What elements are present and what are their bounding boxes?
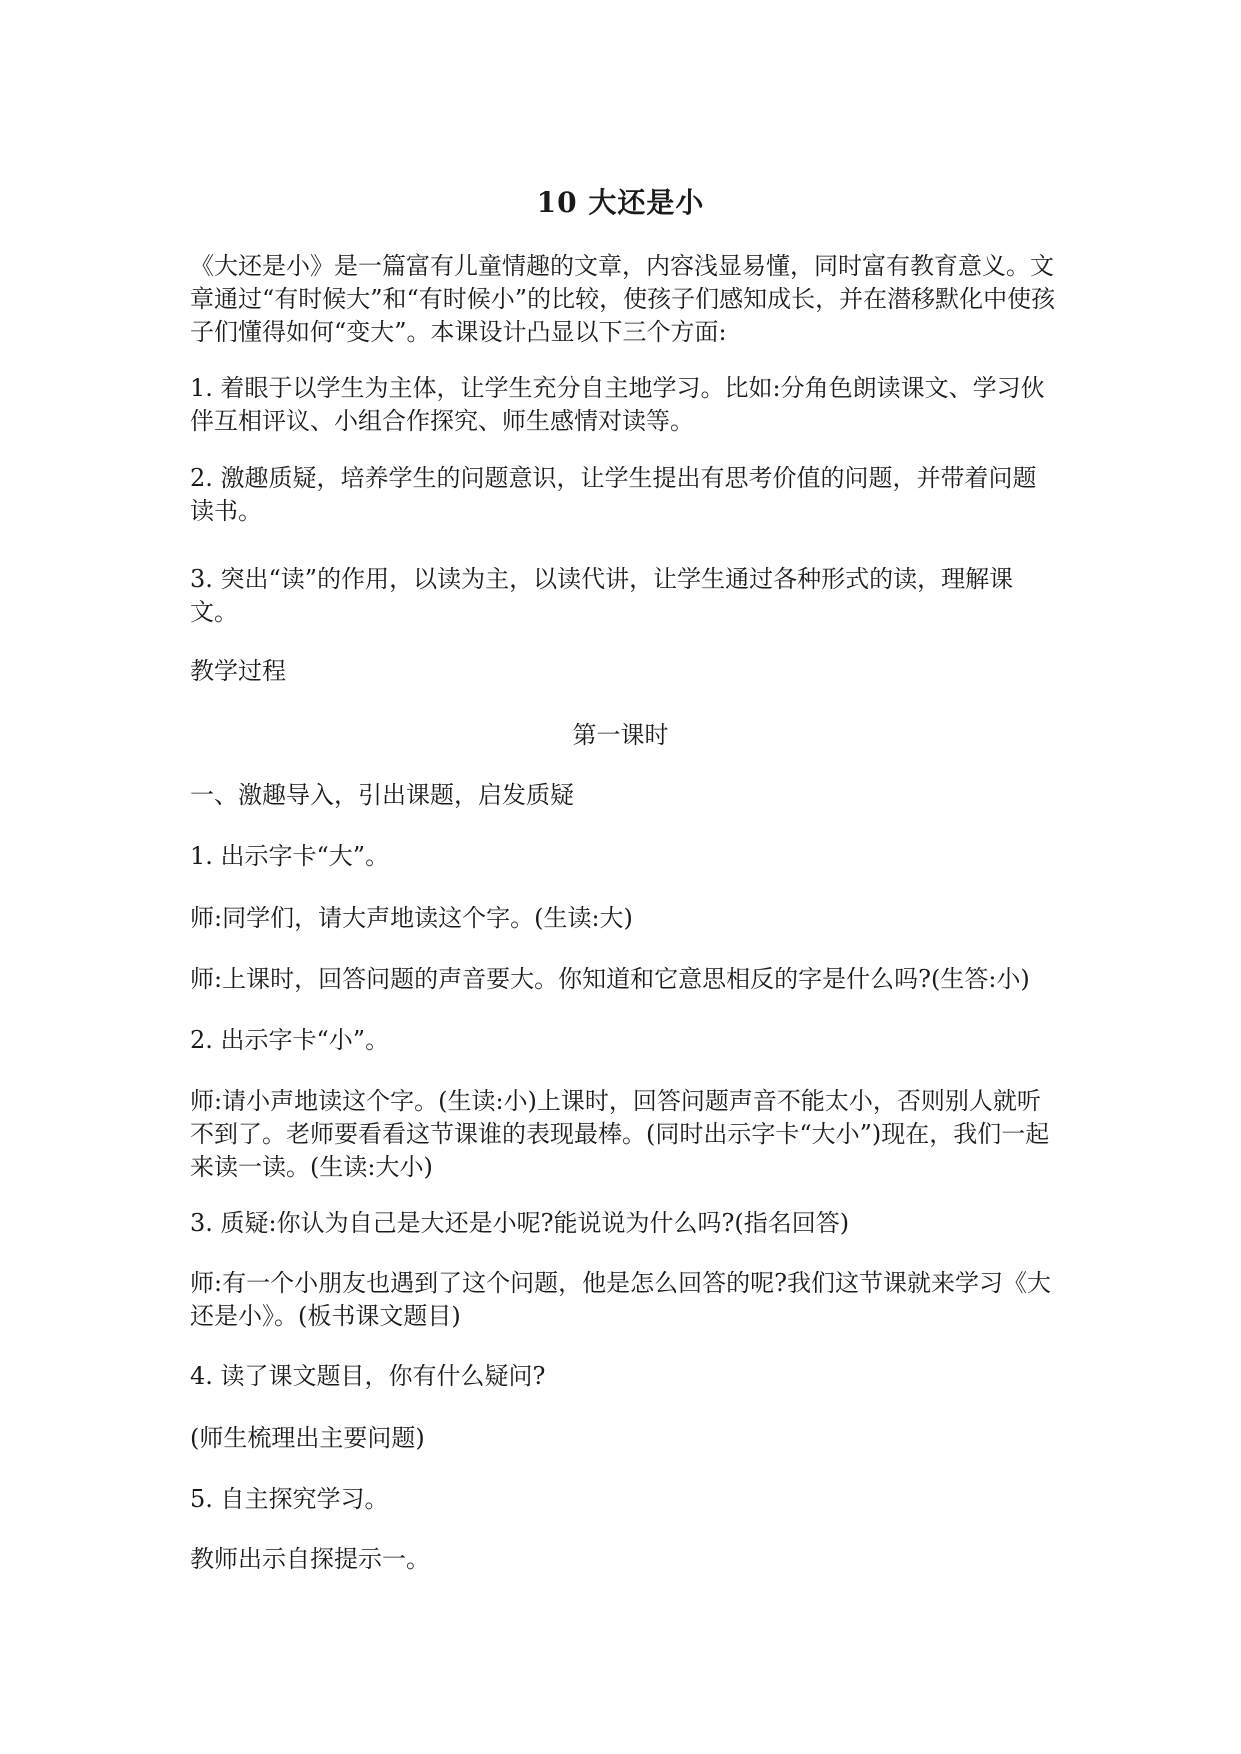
step-paragraph: 1. 出示字卡“大”。 — [190, 842, 390, 870]
intro-paragraph: 《大还是小》是一篇富有儿童情趣的文章，内容浅显易懂，同时富有教育意义。文章通过“有时候大”和“有时候小”的比较，使孩子们感知成长，并在潜移默化中使孩子们懂得如何“变大”。本课设计凸显以下三个方面: — [190, 252, 1056, 346]
section-1-heading: 一、激趣导入，引出课题，启发质疑 — [190, 781, 574, 809]
step-paragraph: 师:同学们，请大声地读这个字。(生读:大) — [190, 904, 633, 932]
step-paragraph: 师:上课时，回答问题的声音要大。你知道和它意思相反的字是什么吗?(生答:小) — [190, 965, 1030, 993]
point-2-paragraph: 2. 激趣质疑，培养学生的问题意识，让学生提出有思考价值的问题，并带着问题读书。 — [190, 464, 1037, 525]
step-paragraph: 2. 出示字卡“小”。 — [190, 1026, 390, 1054]
step-paragraph: 3. 质疑:你认为自己是大还是小呢?能说说为什么吗?(指名回答) — [190, 1209, 850, 1237]
lesson-heading: 第一课时 — [572, 721, 669, 749]
step-paragraph: 教师出示自探提示一。 — [190, 1545, 430, 1573]
document-title: 10 大还是小 — [536, 186, 705, 219]
step-paragraph: 5. 自主探究学习。 — [190, 1485, 389, 1513]
point-3-paragraph: 3. 突出“读”的作用，以读为主，以读代讲，让学生通过各种形式的读，理解课文。 — [190, 565, 1014, 626]
step-paragraph: 师:请小声地读这个字。(生读:小)上课时，回答问题声音不能太小，否则别人就听不到了。老师要看看这节课谁的表现最棒。(同时出示字卡“大小”)现在，我们一起来读一读。(生读:大小) — [190, 1087, 1050, 1181]
process-heading: 教学过程 — [190, 657, 286, 685]
point-1-paragraph: 1. 着眼于以学生为主体，让学生充分自主地学习。比如:分角色朗读课文、学习伙伴互相评议、小组合作探究、师生感情对读等。 — [190, 374, 1045, 435]
step-paragraph: (师生梳理出主要问题) — [190, 1424, 425, 1452]
step-paragraph: 师:有一个小朋友也遇到了这个问题，他是怎么回答的呢?我们这节课就来学习《大还是小》。(板书课文题目) — [190, 1269, 1051, 1330]
step-paragraph: 4. 读了课文题目，你有什么疑问? — [190, 1362, 546, 1390]
